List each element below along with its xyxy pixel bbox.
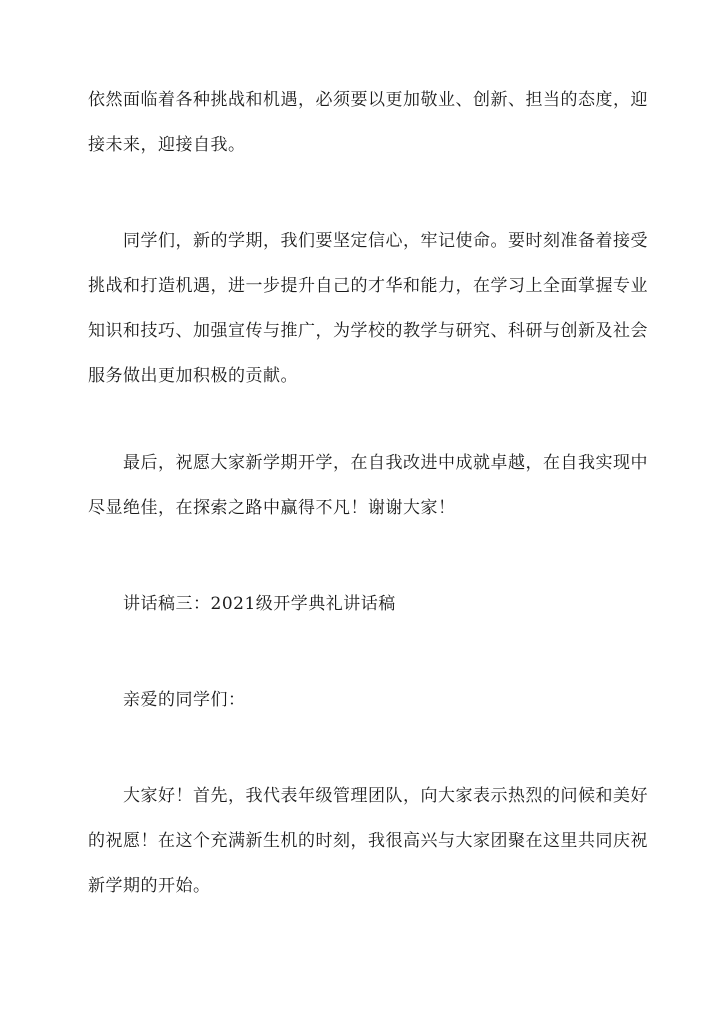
paragraph-line: 的祝愿！在这个充满新生机的时刻，我很高兴与大家团聚在这里共同庆祝 [88, 831, 648, 851]
paragraph-line: 同学们，新的学期，我们要坚定信心，牢记使命。要时刻准备着接受 [123, 231, 648, 251]
salutation [88, 678, 636, 723]
paragraph-4 [88, 774, 648, 909]
paragraph-line: 新学期的开始。 [88, 876, 211, 896]
paragraph-line: 知识和技巧、加强宣传与推广，为学校的教学与研究、科研与创新及社会 [88, 321, 648, 341]
paragraph-line: 挑战和打造机遇，进一步提升自己的才华和能力，在学习上全面掌握专业 [88, 276, 648, 296]
paragraph-1 [88, 78, 648, 168]
section-heading [88, 582, 636, 627]
section-heading-text: 讲话稿三：2021级开学典礼讲话稿 [123, 594, 396, 614]
paragraph-line: 大家好！首先，我代表年级管理团队，向大家表示热烈的问候和美好 [123, 786, 648, 806]
salutation-text: 亲爱的同学们： [123, 690, 246, 710]
paragraph-3 [88, 441, 648, 531]
paragraph-2 [88, 219, 648, 399]
paragraph-line: 最后，祝愿大家新学期开学，在自我改进中成就卓越，在自我实现中 [123, 453, 648, 473]
paragraph-line: 依然面临着各种挑战和机遇，必须要以更加敬业、创新、担当的态度，迎 [88, 90, 648, 110]
paragraph-line: 接未来，迎接自我。 [88, 135, 246, 155]
paragraph-line: 服务做出更加积极的贡献。 [88, 366, 298, 386]
paragraph-line: 尽显绝佳，在探索之路中赢得不凡！谢谢大家！ [88, 498, 456, 518]
